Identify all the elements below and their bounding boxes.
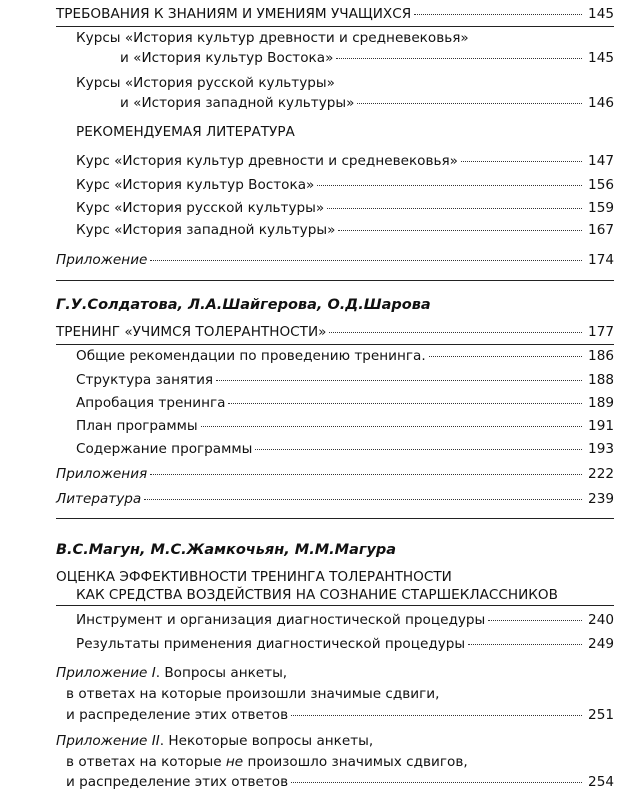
section-separator — [56, 518, 614, 519]
toc-entry-literature — [56, 491, 614, 507]
section-authors: Г.У.Солдатова, Л.А.Шайгерова, О.Д.Шарова — [56, 297, 431, 313]
section-heading: РЕКОМЕНДУЕМАЯ ЛИТЕРАТУРА — [76, 124, 295, 140]
toc-entry-text: в ответах на которые — [66, 754, 226, 770]
toc-page-number: 146 — [588, 95, 614, 111]
toc-entry-appendix — [56, 252, 614, 268]
header-rule — [56, 605, 614, 606]
toc-entry-text: Курс «История русской культуры» — [76, 200, 325, 216]
toc-entry-text: Курсы «История культур древности и средневековья» — [76, 30, 469, 46]
toc-page-number: 145 — [588, 6, 614, 22]
toc-entry — [76, 612, 614, 628]
toc-entry-appendices — [56, 466, 614, 482]
section-authors: В.С.Магун, М.С.Жамкочьян, М.М.Магура — [56, 542, 397, 558]
toc-entry-text-line — [66, 754, 468, 770]
leader-dots — [150, 260, 582, 261]
leader-dots — [291, 782, 582, 783]
toc-entry — [76, 418, 614, 434]
toc-page-number: 222 — [588, 466, 614, 482]
toc-entry-text: ТРЕНИНГ «УЧИМСЯ ТОЛЕРАНТНОСТИ» — [56, 324, 327, 340]
leader-dots — [357, 103, 582, 104]
toc-entry-text: и распределение этих ответов — [66, 707, 289, 723]
header-rule — [56, 26, 614, 27]
toc-entry-text: Содержание программы — [76, 441, 253, 457]
toc-entry-text: и распределение этих ответов — [66, 774, 289, 790]
leader-dots — [414, 14, 582, 15]
toc-entry-text: в ответах на которые произошли значимые сдвиги, — [66, 686, 440, 702]
toc-page-number: 249 — [588, 636, 614, 652]
leader-dots — [327, 208, 582, 209]
toc-entry-courses-ancient-east — [120, 50, 614, 66]
appendix-label: Приложение II — [56, 733, 160, 749]
toc-page-number: 167 — [588, 222, 614, 238]
leader-dots — [144, 499, 582, 500]
toc-entry — [76, 372, 614, 388]
toc-entry-training-title — [56, 324, 614, 340]
emphasis-text: не — [225, 754, 244, 770]
toc-page-number: 251 — [588, 707, 614, 723]
toc-entry-courses-russian-western — [120, 95, 614, 111]
toc-entry-text: . Вопросы анкеты, — [155, 665, 288, 681]
leader-dots — [201, 426, 582, 427]
leader-dots — [216, 380, 582, 381]
toc-entry-text: Курс «История западной культуры» — [76, 222, 336, 238]
leader-dots — [317, 185, 582, 186]
toc-page-number: 145 — [588, 50, 614, 66]
toc-entry — [76, 395, 614, 411]
toc-entry-text: Результаты применения диагностической процедуры — [76, 636, 466, 652]
toc-entry — [76, 441, 614, 457]
toc-page-number: 240 — [588, 612, 614, 628]
toc-entry-text: Приложение — [56, 252, 148, 268]
toc-entry-text: Апробация тренинга — [76, 395, 226, 411]
toc-page-number: 239 — [588, 491, 614, 507]
toc-entry-text: произошло значимых сдвигов, — [243, 754, 468, 770]
section-title: ОЦЕНКА ЭФФЕКТИВНОСТИ ТРЕНИНГА ТОЛЕРАНТНОСТИ — [56, 569, 452, 585]
toc-entry-text: . Некоторые вопросы анкеты, — [159, 733, 374, 749]
leader-dots — [336, 58, 582, 59]
toc-entry — [76, 636, 614, 652]
leader-dots — [228, 403, 582, 404]
toc-entry-text: Курс «История культур древности и средневековья» — [76, 153, 458, 169]
leader-dots — [291, 715, 582, 716]
toc-entry — [66, 707, 614, 723]
leader-dots — [329, 332, 582, 333]
toc-entry — [76, 153, 614, 169]
leader-dots — [488, 620, 582, 621]
toc-page-number: 188 — [588, 372, 614, 388]
toc-entry-text: и «История западной культуры» — [120, 95, 355, 111]
toc-entry-appendix-2 — [56, 733, 373, 749]
toc-entry-text: Структура занятия — [76, 372, 214, 388]
toc-entry-text: Литература — [56, 491, 142, 507]
toc-entry-text: Инструмент и организация диагностической процедуры — [76, 612, 486, 628]
header-rule — [56, 344, 614, 345]
toc-entry-text: Курсы «История русской культуры» — [76, 75, 335, 91]
toc-page-number: 191 — [588, 418, 614, 434]
toc-entry-text: План программы — [76, 418, 198, 434]
toc-entry-text: Приложения — [56, 466, 148, 482]
toc-entry-text: и «История культур Востока» — [120, 50, 334, 66]
leader-dots — [468, 644, 582, 645]
toc-entry-requirements — [56, 6, 614, 22]
leader-dots — [429, 356, 582, 357]
appendix-label: Приложение I — [56, 665, 156, 681]
leader-dots — [255, 449, 582, 450]
toc-page-number: 159 — [588, 200, 614, 216]
toc-entry-text: Курс «История культур Востока» — [76, 177, 315, 193]
toc-entry-text: ТРЕБОВАНИЯ К ЗНАНИЯМ И УМЕНИЯМ УЧАЩИХСЯ — [56, 6, 412, 22]
toc-page-number: 193 — [588, 441, 614, 457]
leader-dots — [338, 230, 582, 231]
toc-entry — [76, 177, 614, 193]
toc-entry — [76, 222, 614, 238]
toc-entry — [76, 348, 614, 364]
toc-entry — [76, 200, 614, 216]
toc-page-number: 177 — [588, 324, 614, 340]
toc-page-number: 189 — [588, 395, 614, 411]
leader-dots — [150, 474, 582, 475]
section-title: КАК СРЕДСТВА ВОЗДЕЙСТВИЯ НА СОЗНАНИЕ СТАРШЕКЛАССНИКОВ — [76, 587, 558, 603]
toc-entry-text: Общие рекомендации по проведению тренинга. — [76, 348, 426, 364]
leader-dots — [461, 161, 582, 162]
toc-page-number: 254 — [588, 774, 614, 790]
toc-entry — [66, 774, 614, 790]
toc-page-number: 174 — [588, 252, 614, 268]
section-separator — [56, 280, 614, 281]
toc-entry-appendix-1 — [56, 665, 287, 681]
toc-page-number: 186 — [588, 348, 614, 364]
toc-page-number: 156 — [588, 177, 614, 193]
toc-page-number: 147 — [588, 153, 614, 169]
